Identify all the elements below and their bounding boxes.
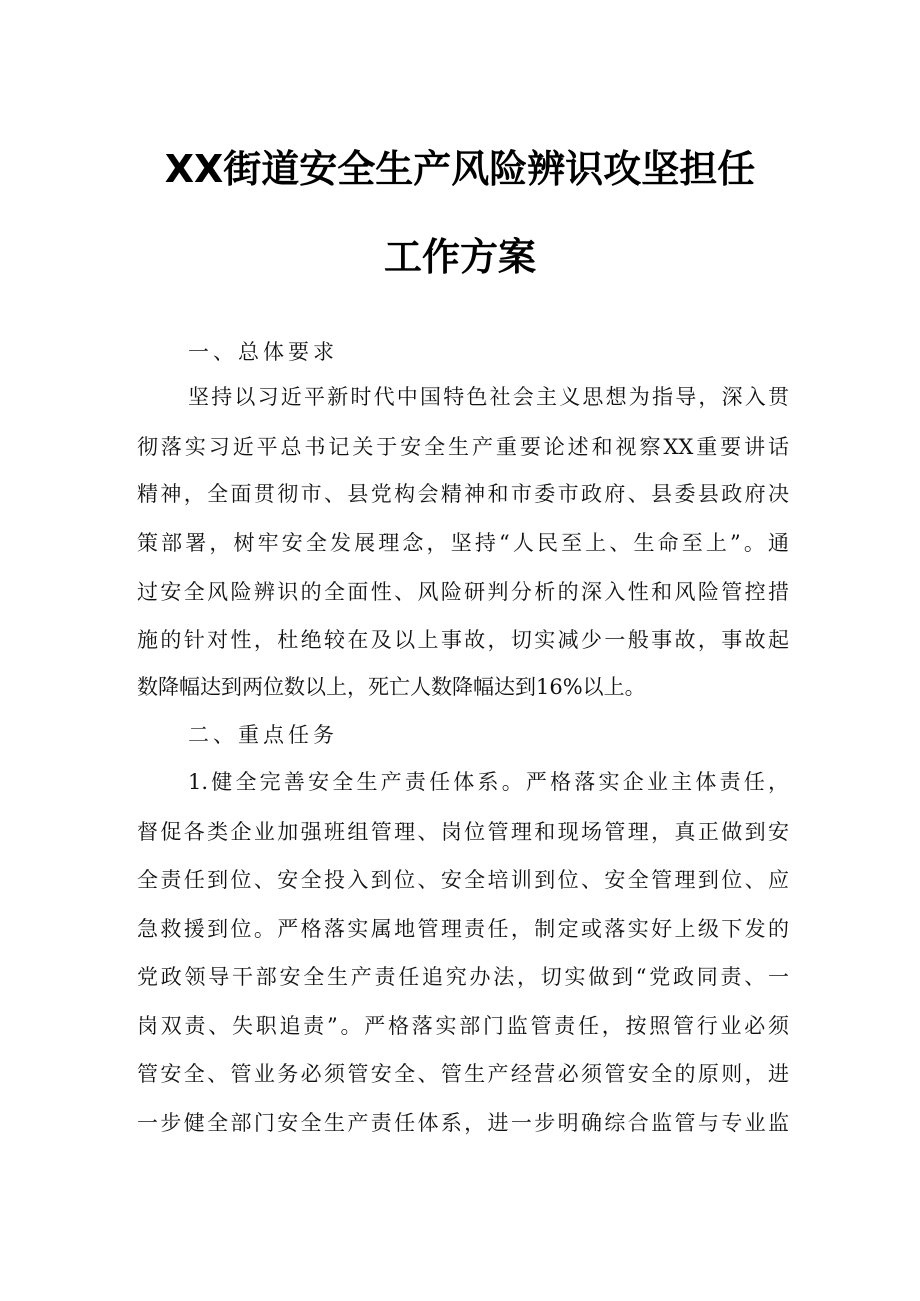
paragraph-line: 急救援到位。严格落实属地管理责任，制定或落实好上级下发的 [137, 917, 789, 941]
document-title-line-2: 工作方案 [383, 235, 536, 279]
paragraph-line: 岗双责、失职追责”。严格落实部门监管责任，按照管行业必须 [137, 1014, 789, 1038]
document-title-line-1: XX街道安全生产风险辨识攻坚担任 [164, 147, 756, 191]
section-heading-general-requirements: 一、总体要求 [188, 340, 338, 364]
paragraph-line: 全责任到位、安全投入到位、安全培训到位、安全管理到位、应 [137, 868, 789, 892]
paragraph-line: 督促各类企业加强班组管理、岗位管理和现场管理，真正做到安 [137, 820, 789, 844]
paragraph-line: 坚持以习近平新时代中国特色社会主义思想为指导，深入贯 [188, 385, 789, 409]
paragraph-line: 策部署，树牢安全发展理念，坚持“人民至上、生命至上”。通 [137, 531, 789, 555]
paragraph-line: 1.健全完善安全生产责任体系。严格落实企业主体责任， [188, 770, 789, 794]
paragraph-line: 党政领导干部安全生产责任追究办法，切实做到“党政同责、一 [137, 965, 789, 989]
section-heading-key-tasks: 二、重点任务 [188, 723, 338, 747]
paragraph-line: 过安全风险辨识的全面性、风险研判分析的深入性和风险管控措 [137, 580, 789, 604]
paragraph-line: 一步健全部门安全生产责任体系，进一步明确综合监管与专业监 [137, 1111, 789, 1135]
paragraph-line: 精神，全面贯彻市、县党构会精神和市委市政府、县委县政府决 [137, 482, 789, 506]
paragraph-line: 管安全、管业务必须管安全、管生产经营必须管安全的原则，进 [137, 1062, 789, 1086]
paragraph-line: 施的针对性，杜绝较在及以上事故，切实减少一般事故，事故起 [137, 628, 789, 652]
paragraph-line: 数降幅达到两位数以上，死亡人数降幅达到16%以上。 [137, 675, 646, 699]
paragraph-line: 彻落实习近平总书记关于安全生产重要论述和视察XX重要讲话 [137, 435, 789, 459]
